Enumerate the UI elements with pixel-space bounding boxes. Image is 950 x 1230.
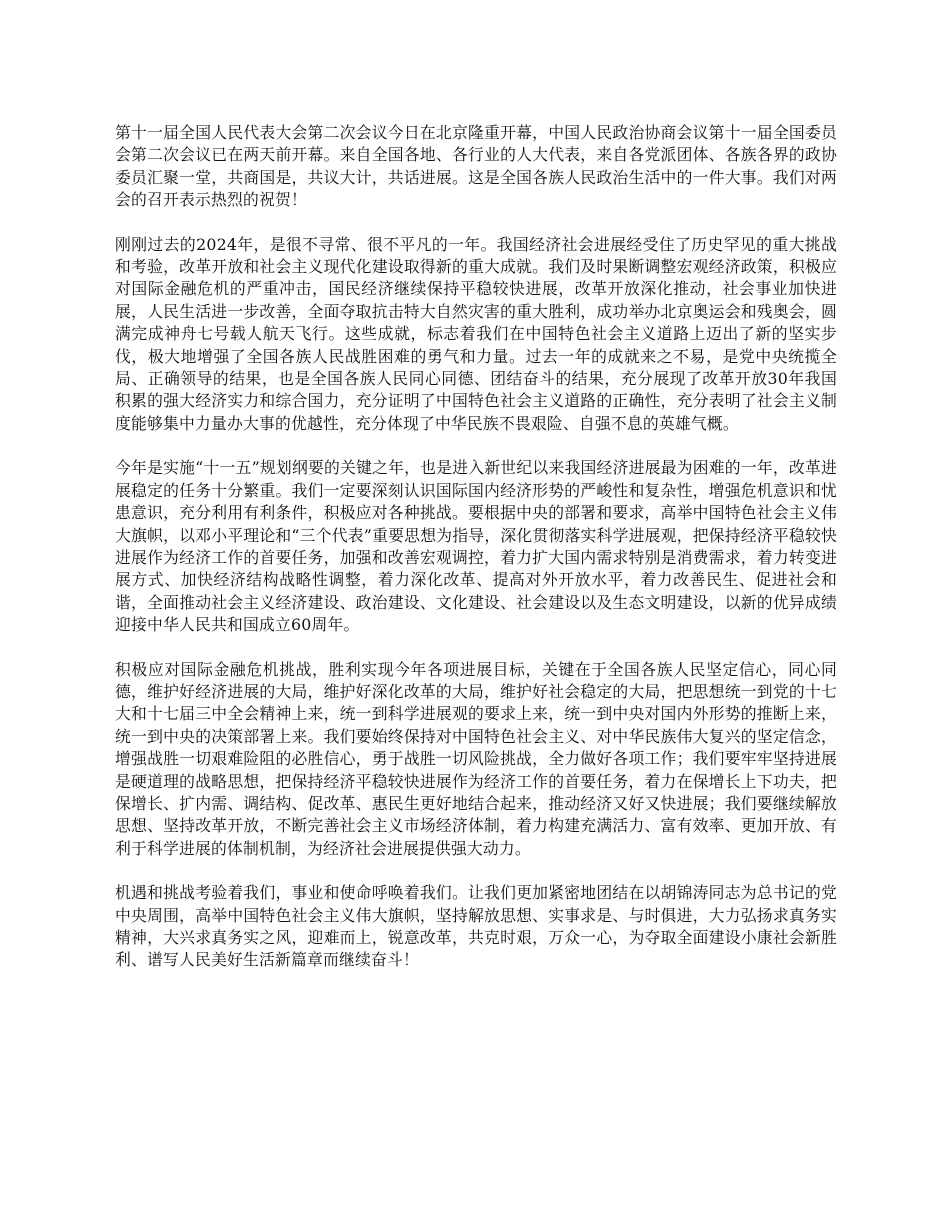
paragraph-1: 第十一届全国人民代表大会第二次会议今日在北京隆重开幕，中国人民政治协商会议第十一届全国委员会第二次会议已在两天前开幕。来自全国各地、各行业的人大代表，来自各党派团体、各族各界的政协委员汇聚一堂，共商国是，共议大计，共话进展。这是全国各族人民政治生活中的一件大事。我们对两会的召开表示热烈的祝贺！ — [115, 123, 837, 210]
paragraph-3: 今年是实施“十一五”规划纲要的关键之年，也是进入新世纪以来我国经济进展最为困难的一年，改革进展稳定的任务十分繁重。我们一定要深刻认识国际国内经济形势的严峻性和复杂性，增强危机意识和忧患意识，充分利用有利条件，积极应对各种挑战。要根据中央的部署和要求，高举中国特色社会主义伟大旗帜，以邓小平理论和“三个代表”重要思想为指导，深化贯彻落实科学进展观，把保持经济平稳较快进展作为经济工作的首要任务，加强和改善宏观调控，着力扩大国内需求特别是消费需求，着力转变进展方式、加快经济结构战略性调整，着力深化改革、提高对外开放水平，着力改善民生、促进社会和谐，全面推动社会主义经济建设、政治建设、文化建设、社会建设以及生态文明建设，以新的优异成绩迎接中华人民共和国成立60周年。 — [115, 458, 837, 635]
document-body — [115, 122, 837, 994]
paragraph-4: 积极应对国际金融危机挑战，胜利实现今年各项进展目标，关键在于全国各族人民坚定信心，同心同德，维护好经济进展的大局，维护好深化改革的大局，维护好社会稳定的大局，把思想统一到党的十七大和十七届三中全会精神上来，统一到科学进展观的要求上来，统一到中央对国内外形势的推断上来，统一到中央的决策部署上来。我们要始终保持对中国特色社会主义、对中华民族伟大复兴的坚定信念，增强战胜一切艰难险阻的必胜信心，勇于战胜一切风险挑战，全力做好各项工作；我们要牢牢坚持进展是硬道理的战略思想，把保持经济平稳较快进展作为经济工作的首要任务，着力在保增长上下功夫，把保增长、扩内需、调结构、促改革、惠民生更好地结合起来，推动经济又好又快进展；我们要继续解放思想、坚持改革开放，不断完善社会主义市场经济体制，着力构建充满活力、富有效率、更加开放、有利于科学进展的体制机制，为经济社会进展提供强大动力。 — [115, 659, 837, 858]
paragraph-2: 刚刚过去的2024年，是很不寻常、很不平凡的一年。我国经济社会进展经受住了历史罕见的重大挑战和考验，改革开放和社会主义现代化建设取得新的重大成就。我们及时果断调整宏观经济政策，积极应对国际金融危机的严重冲击，国民经济继续保持平稳较快进展，改革开放深化推动，社会事业加快进展，人民生活进一步改善，全面夺取抗击特大自然灾害的重大胜利，成功举办北京奥运会和残奥会，圆满完成神舟七号载人航天飞行。这些成就，标志着我们在中国特色社会主义道路上迈出了新的坚实步伐，极大地增强了全国各族人民战胜困难的勇气和力量。过去一年的成就来之不易，是党中央统揽全局、正确领导的结果，也是全国各族人民同心同德、团结奋斗的结果，充分展现了改革开放30年我国积累的强大经济实力和综合国力，充分证明了中国特色社会主义道路的正确性，充分表明了社会主义制度能够集中力量办大事的优越性，充分体现了中华民族不畏艰险、自强不息的英雄气概。 — [115, 234, 837, 433]
paragraph-5: 机遇和挑战考验着我们，事业和使命呼唤着我们。让我们更加紧密地团结在以胡锦涛同志为总书记的党中央周围，高举中国特色社会主义伟大旗帜，坚持解放思想、实事求是、与时俱进，大力弘扬求真务实精神，大兴求真务实之风，迎难而上，锐意改革，共克时艰，万众一心，为夺取全面建设小康社会新胜利、谱写人民美好生活新篇章而继续奋斗！ — [115, 883, 837, 970]
